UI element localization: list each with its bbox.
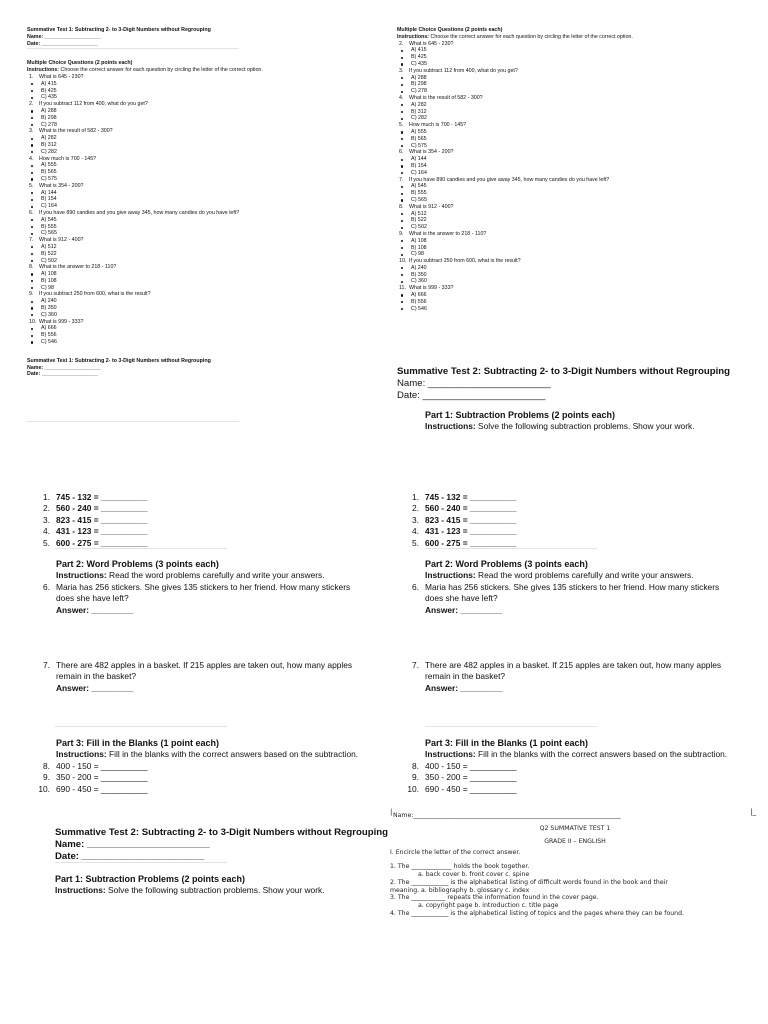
mc-option[interactable]: C) 164 (27, 203, 367, 210)
date-line: Date: _______________________ (397, 390, 546, 402)
mc-question: 9. If you subtract 250 from 600, what is the result? (29, 291, 151, 298)
mc-option[interactable]: A) 144 (397, 156, 757, 163)
mc-option[interactable]: C) 278 (397, 88, 757, 95)
mc-option[interactable]: A) 282 (397, 102, 757, 109)
english-q3-options: a. copyright page b. introduction c. title page (418, 902, 559, 910)
english-name-line: Name:___________________________________________________________________ (393, 812, 621, 819)
mc-option[interactable]: A) 108 (27, 271, 367, 278)
fill-blank-item: 9. 350 - 200 = __________ (43, 772, 148, 783)
english-subtitle: GRADE II – ENGLISH (544, 837, 606, 845)
mc-option[interactable]: A) 108 (397, 238, 757, 245)
word-problem-6: 6. Maria has 256 stickers. She gives 135 stickers to her friend. How many stickers (43, 581, 351, 592)
mc-section-title: Multiple Choice Questions (2 points each) (397, 27, 503, 33)
corner-mark: |_ (750, 808, 756, 816)
mc-option[interactable]: A) 240 (397, 265, 757, 272)
mc-option[interactable]: A) 545 (397, 183, 757, 190)
mc-option[interactable]: A) 144 (27, 190, 367, 197)
fill-blank-item: 8. 400 - 150 = __________ (412, 760, 517, 771)
mc-option[interactable]: B) 312 (27, 142, 367, 149)
part2-instructions: Instructions: Read the word problems carefully and write your answers. (56, 570, 325, 581)
mc-option[interactable]: C) 435 (27, 94, 367, 101)
mc-option[interactable]: B) 154 (27, 196, 367, 203)
mc-question: 4. How much is 700 - 145? (29, 155, 97, 162)
mc-option[interactable]: B) 154 (397, 163, 757, 170)
subtraction-problem: 2. 560 - 240 = __________ (412, 503, 517, 514)
mc-question: 2. What is 645 - 230? (399, 40, 454, 47)
mc-question: 6. If you have 890 candies and you give away 345, how many candies do you have left? (29, 209, 240, 216)
answer-line: Answer: _________ (56, 682, 134, 693)
mc-option[interactable]: A) 545 (27, 217, 367, 224)
part3-instructions: Instructions: Fill in the blanks with the correct answers based on the subtraction. (56, 749, 359, 760)
left-test1 (27, 27, 367, 378)
mc-option[interactable]: C) 575 (27, 176, 367, 183)
mc-question: 8. What is 912 - 400? (399, 203, 454, 210)
english-q1: 1. The _____________ holds the book together. (390, 863, 530, 871)
mc-question: 3. What is the result of 582 - 300? (29, 128, 113, 135)
part1-instructions: Instructions: Solve the following subtraction problems. Show your work. (55, 885, 325, 896)
mc-option[interactable]: B) 350 (27, 305, 367, 312)
subtraction-problem: 2. 560 - 240 = __________ (43, 503, 148, 514)
english-title: Q2 SUMMATIVE TEST 1 (539, 824, 611, 832)
mc-question: 7. If you have 890 candies and you give away 345, how many candies do you have left? (399, 176, 610, 183)
mc-question: 9. What is the answer to 218 - 110? (399, 230, 487, 237)
date-line: Date: _______________________ (55, 851, 205, 863)
mc-option[interactable]: C) 502 (397, 224, 757, 231)
mc-question: 11. What is 999 - 333? (399, 285, 454, 292)
answer-line: Answer: _________ (425, 604, 503, 615)
mc-option[interactable]: A) 288 (397, 75, 757, 82)
word-problem-6: 6. Maria has 256 stickers. She gives 135 stickers to her friend. How many stickers (412, 581, 720, 592)
mc-option[interactable]: A) 512 (397, 211, 757, 218)
english-q2: 2. The ____________ is the alphabetical listing of difficult words found in the book and their (390, 878, 668, 886)
mc-option[interactable]: B) 565 (397, 136, 757, 143)
word-problem-7-cont: remain in the basket? (425, 671, 506, 682)
answer-line: Answer: _________ (425, 682, 503, 693)
divider (425, 548, 597, 549)
mc-option[interactable]: C) 278 (27, 122, 367, 129)
part2-left (32, 559, 372, 694)
part3-instructions: Instructions: Fill in the blanks with the correct answers based on the subtraction. (425, 749, 728, 760)
subtraction-problem: 4. 431 - 123 = __________ (43, 526, 148, 537)
subtraction-problem: 1. 745 - 132 = __________ (43, 492, 148, 502)
right-mc (397, 27, 757, 312)
subtraction-problem: 5. 600 - 275 = __________ (43, 537, 148, 548)
mc-option[interactable]: C) 546 (397, 306, 757, 313)
mc-question-list (27, 74, 367, 346)
english-q3: 3. The ___________ repeats the information found in the cover page. (390, 894, 599, 902)
mc-question: 2. If you subtract 112 from 400, what do you get? (29, 101, 148, 108)
part2-title: Part 2: Word Problems (3 points each) (425, 559, 588, 569)
subtraction-problem: 5. 600 - 275 = __________ (412, 537, 517, 548)
right-test2-header (397, 366, 757, 403)
mc-instructions: Instructions: Choose the correct answer for each question by circling the letter of the correct option. (397, 33, 633, 40)
mc-question: 5. How much is 700 - 145? (399, 122, 467, 129)
mc-option[interactable]: C) 282 (27, 149, 367, 156)
date-line-repeat: Date: ___________________ (27, 371, 98, 378)
subtraction-problem: 1. 745 - 132 = __________ (412, 492, 517, 502)
mc-question: 8. What is the answer to 218 - 110? (29, 264, 117, 271)
mc-option[interactable]: C) 98 (397, 251, 757, 258)
word-problem-6-cont: does she have left? (425, 593, 498, 604)
mc-option[interactable]: C) 360 (27, 312, 367, 319)
word-problem-7-cont: remain in the basket? (56, 671, 137, 682)
subtraction-problems-left (32, 492, 232, 549)
mc-option[interactable]: B) 555 (27, 224, 367, 231)
english-instructions: I. Encircle the letter of the correct answer. (390, 849, 521, 857)
part3-left (32, 738, 372, 795)
divider (425, 726, 597, 727)
mc-option[interactable]: B) 298 (27, 115, 367, 122)
mc-question: 6. What is 354 - 200? (399, 149, 454, 156)
mc-option[interactable]: B) 565 (27, 169, 367, 176)
name-line: Name: ___________________ (27, 33, 101, 40)
fill-blank-item: 10. 690 - 450 = __________ (38, 783, 148, 794)
corner-mark: | (390, 808, 393, 816)
divider (55, 726, 227, 727)
mc-option[interactable]: A) 415 (397, 47, 757, 54)
right-part1 (425, 410, 755, 433)
divider (55, 862, 227, 863)
mc-option[interactable]: A) 555 (397, 129, 757, 136)
divider (55, 548, 227, 549)
divider (27, 421, 239, 422)
date-line: Date: ___________________ (27, 40, 98, 47)
part3-right (401, 738, 761, 795)
mc-option[interactable]: C) 502 (27, 258, 367, 265)
mc-option[interactable]: C) 565 (397, 197, 757, 204)
mc-option[interactable]: B) 556 (27, 332, 367, 339)
part2-title: Part 2: Word Problems (3 points each) (56, 559, 219, 569)
mc-option[interactable]: A) 240 (27, 298, 367, 305)
test1-title: Summative Test 1: Subtracting 2- to 3-Digit Numbers without Regrouping (27, 27, 211, 33)
fill-blank-item: 9. 350 - 200 = __________ (412, 772, 517, 783)
mc-option[interactable]: C) 575 (397, 143, 757, 150)
test2-title: Summative Test 2: Subtracting 2- to 3-Digit Numbers without Regrouping (397, 366, 730, 377)
mc-option[interactable]: B) 555 (397, 190, 757, 197)
fill-blank-list (32, 761, 372, 795)
mc-question-list (397, 41, 757, 313)
word-problem-7: 7. There are 482 apples in a basket. If 215 apples are taken out, how many apples (412, 660, 722, 671)
mc-question: 10. What is 999 - 333? (29, 318, 84, 325)
mc-option[interactable]: C) 565 (27, 230, 367, 237)
subtraction-problem: 4. 431 - 123 = __________ (412, 526, 517, 537)
part1-title: Part 1: Subtraction Problems (2 points each) (425, 410, 616, 420)
mc-option[interactable]: A) 555 (27, 162, 367, 169)
mc-option[interactable]: B) 350 (397, 272, 757, 279)
english-q2-options: meaning. a. bibliography b. glossary c. index (390, 886, 530, 894)
word-problem-6-cont: does she have left? (56, 593, 129, 604)
subtraction-problem: 3. 823 - 415 = __________ (412, 514, 517, 525)
mc-option[interactable]: A) 282 (27, 135, 367, 142)
word-problem-7: 7. There are 482 apples in a basket. If 215 apples are taken out, how many apples (43, 660, 353, 671)
mc-option[interactable]: C) 282 (397, 115, 757, 122)
mc-option[interactable]: B) 312 (397, 109, 757, 116)
mc-question: 10. If you subtract 250 from 600, what is the result? (399, 258, 521, 265)
subtraction-problem: 3. 823 - 415 = __________ (43, 514, 148, 525)
subtraction-problems-right (401, 492, 601, 549)
mc-option[interactable]: A) 666 (397, 292, 757, 299)
part2-instructions: Instructions: Read the word problems carefully and write your answers. (425, 570, 694, 581)
mc-option[interactable]: A) 666 (27, 325, 367, 332)
fill-blank-list (401, 761, 761, 795)
mc-option[interactable]: C) 435 (397, 61, 757, 68)
mc-option[interactable]: C) 98 (27, 285, 367, 292)
mc-option[interactable]: A) 415 (27, 81, 367, 88)
mc-question: 1. What is 645 - 230? (29, 73, 84, 80)
mc-option[interactable]: B) 108 (397, 245, 757, 252)
divider (27, 48, 239, 49)
mc-option[interactable]: C) 164 (397, 170, 757, 177)
mc-option[interactable]: B) 108 (27, 278, 367, 285)
mc-option[interactable]: A) 288 (27, 108, 367, 115)
mc-question: 4. What is the result of 582 - 300? (399, 94, 483, 101)
mc-option[interactable]: B) 522 (397, 217, 757, 224)
english-q1-options: a. back cover b. front cover c. spine (418, 870, 530, 878)
english-q4: 4. The ____________ is the alphabetical listing of topics and the pages where they can be found. (390, 909, 684, 917)
mc-question: 7. What is 912 - 400? (29, 237, 84, 244)
test2-title: Summative Test 2: Subtracting 2- to 3-Digit Numbers without Regrouping (55, 827, 388, 838)
part1-instructions: Instructions: Solve the following subtraction problems. Show your work. (425, 421, 695, 432)
mc-option[interactable]: A) 512 (27, 244, 367, 251)
mc-option[interactable]: B) 425 (27, 88, 367, 95)
mc-instructions: Instructions: Choose the correct answer for each question by circling the letter of the correct option. (27, 67, 263, 74)
mc-option[interactable]: C) 546 (27, 339, 367, 346)
mc-option[interactable]: B) 298 (397, 81, 757, 88)
english-test-scan (390, 808, 760, 918)
name-line: Name: _______________________ (397, 378, 551, 390)
mc-question: 5. What is 354 - 200? (29, 182, 84, 189)
mc-section-title: Multiple Choice Questions (2 points each) (27, 60, 133, 67)
mc-option[interactable]: C) 360 (397, 278, 757, 285)
test1-title-repeat: Summative Test 1: Subtracting 2- to 3-Digit Numbers without Regrouping (27, 357, 211, 364)
part2-right (401, 559, 741, 694)
mc-option[interactable]: B) 556 (397, 299, 757, 306)
fill-blank-item: 8. 400 - 150 = __________ (43, 760, 148, 771)
name-line: Name: _______________________ (55, 839, 210, 851)
mc-option[interactable]: B) 425 (397, 54, 757, 61)
part1-title: Part 1: Subtraction Problems (2 points each) (55, 873, 246, 884)
name-line-repeat: Name: ___________________ (27, 364, 101, 371)
part3-title: Part 3: Fill in the Blanks (1 point each) (425, 738, 589, 748)
mc-question: 3. If you subtract 112 from 400, what do you get? (399, 67, 518, 74)
answer-line: Answer: _________ (56, 604, 134, 615)
fill-blank-item: 10. 690 - 450 = __________ (407, 783, 517, 794)
mc-option[interactable]: B) 522 (27, 251, 367, 258)
part3-title: Part 3: Fill in the Blanks (1 point each) (56, 738, 220, 748)
